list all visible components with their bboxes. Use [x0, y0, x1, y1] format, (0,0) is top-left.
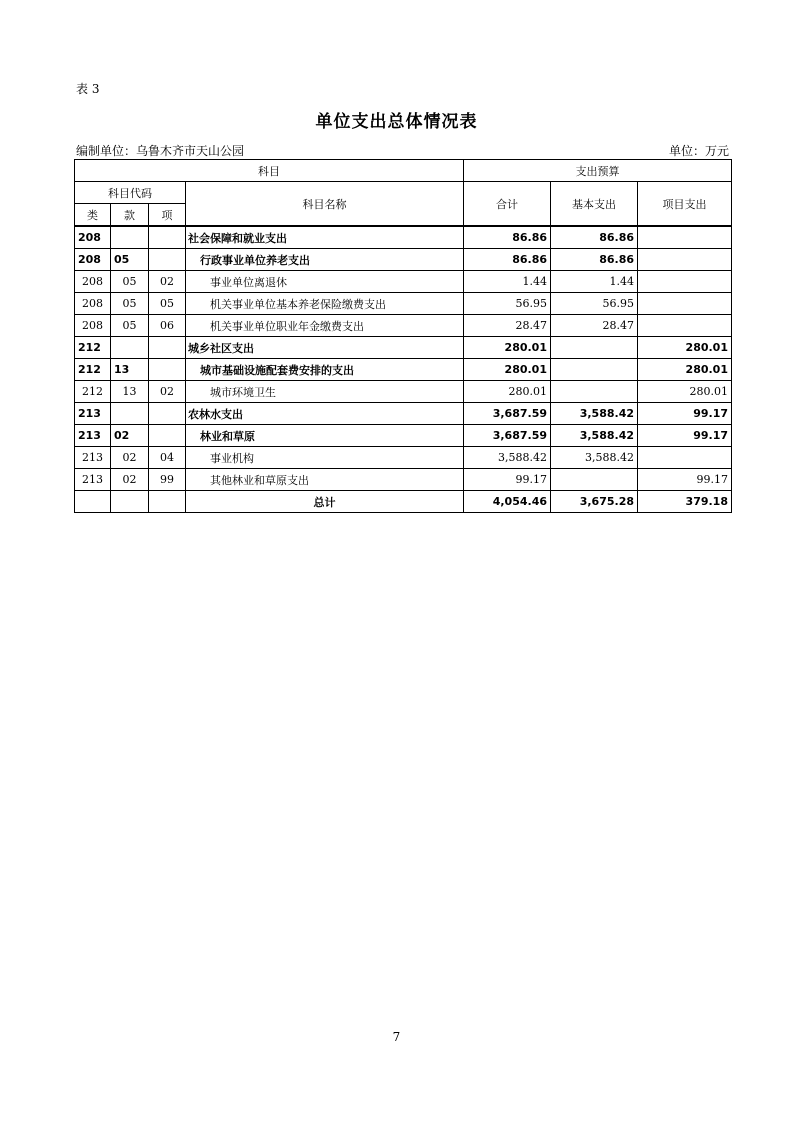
cell-project: 280.01 [638, 337, 732, 359]
table-row [75, 469, 732, 491]
header-project: 项目支出 [638, 182, 732, 227]
cell-name: 事业机构 [186, 447, 464, 469]
organization-label: 编制单位：乌鲁木齐市天山公园 [76, 144, 245, 158]
cell-total: 280.01 [464, 381, 551, 403]
cell-cls: 212 [75, 359, 111, 381]
cell-total: 86.86 [464, 249, 551, 271]
header-xiang: 项 [149, 204, 186, 227]
header-name: 科目名称 [186, 182, 464, 227]
cell-total: 280.01 [464, 337, 551, 359]
cell-name: 林业和草原 [186, 425, 464, 447]
cell-xiang [149, 425, 186, 447]
cell-total: 28.47 [464, 315, 551, 337]
cell-cls: 212 [75, 381, 111, 403]
cell-xiang [149, 337, 186, 359]
header-basic: 基本支出 [551, 182, 638, 227]
cell-xiang: 02 [149, 271, 186, 293]
cell-kuan: 02 [111, 425, 149, 447]
cell-project: 280.01 [638, 359, 732, 381]
cell-total: 3,687.59 [464, 403, 551, 425]
cell-basic: 3,588.42 [551, 447, 638, 469]
cell-total: 56.95 [464, 293, 551, 315]
cell-basic: 56.95 [551, 293, 638, 315]
expenditure-table [74, 159, 732, 513]
cell-kuan: 05 [111, 293, 149, 315]
table-row [75, 381, 732, 403]
cell-basic [551, 337, 638, 359]
cell-total: 280.01 [464, 359, 551, 381]
cell-name: 城市环境卫生 [186, 381, 464, 403]
cell-kuan: 02 [111, 447, 149, 469]
cell-total: 86.86 [464, 226, 551, 249]
cell-cls: 213 [75, 447, 111, 469]
cell-kuan: 05 [111, 315, 149, 337]
cell-project [638, 226, 732, 249]
cell-project [638, 293, 732, 315]
cell-cls: 208 [75, 226, 111, 249]
cell-name: 农林水支出 [186, 403, 464, 425]
cell-name: 机关事业单位职业年金缴费支出 [186, 315, 464, 337]
empty-cell [149, 491, 186, 513]
cell-name: 机关事业单位基本养老保险缴费支出 [186, 293, 464, 315]
cell-xiang [149, 359, 186, 381]
totals-label: 总计 [186, 491, 464, 513]
cell-name: 城市基础设施配套费安排的支出 [186, 359, 464, 381]
cell-name: 其他林业和草原支出 [186, 469, 464, 491]
table-row [75, 293, 732, 315]
cell-basic: 3,588.42 [551, 425, 638, 447]
cell-xiang [149, 403, 186, 425]
cell-cls: 208 [75, 271, 111, 293]
table-row [75, 403, 732, 425]
header-row-1 [75, 160, 732, 182]
cell-xiang: 05 [149, 293, 186, 315]
table-row [75, 226, 732, 249]
totals-basic: 3,675.28 [551, 491, 638, 513]
cell-basic: 3,588.42 [551, 403, 638, 425]
empty-cell [75, 491, 111, 513]
cell-cls: 208 [75, 249, 111, 271]
cell-name: 行政事业单位养老支出 [186, 249, 464, 271]
cell-xiang: 02 [149, 381, 186, 403]
cell-kuan [111, 403, 149, 425]
cell-total: 99.17 [464, 469, 551, 491]
cell-kuan: 05 [111, 249, 149, 271]
header-kuan: 款 [111, 204, 149, 227]
table-row [75, 337, 732, 359]
cell-basic [551, 469, 638, 491]
cell-xiang: 04 [149, 447, 186, 469]
totals-row [75, 491, 732, 513]
page-title: 单位支出总体情况表 [315, 112, 478, 132]
table-row [75, 271, 732, 293]
table-row [75, 359, 732, 381]
table-row [75, 249, 732, 271]
unit-label: 单位：万元 [668, 144, 729, 158]
cell-basic: 28.47 [551, 315, 638, 337]
page-number: 7 [392, 1030, 401, 1044]
cell-kuan: 02 [111, 469, 149, 491]
header-budget: 支出预算 [464, 160, 732, 182]
cell-project [638, 249, 732, 271]
header-total: 合计 [464, 182, 551, 227]
empty-cell [111, 491, 149, 513]
cell-cls: 208 [75, 293, 111, 315]
cell-project: 99.17 [638, 469, 732, 491]
totals-total: 4,054.46 [464, 491, 551, 513]
cell-project [638, 315, 732, 337]
header-row-2 [75, 182, 732, 204]
table-row [75, 425, 732, 447]
cell-total: 3,687.59 [464, 425, 551, 447]
cell-basic [551, 381, 638, 403]
cell-cls: 212 [75, 337, 111, 359]
cell-kuan: 13 [111, 359, 149, 381]
header-class: 类 [75, 204, 111, 227]
cell-total: 1.44 [464, 271, 551, 293]
cell-name: 事业单位离退休 [186, 271, 464, 293]
cell-project [638, 271, 732, 293]
header-subject: 科目 [75, 160, 464, 182]
cell-cls: 208 [75, 315, 111, 337]
cell-kuan [111, 337, 149, 359]
cell-xiang [149, 249, 186, 271]
cell-cls: 213 [75, 469, 111, 491]
cell-cls: 213 [75, 403, 111, 425]
cell-basic: 86.86 [551, 249, 638, 271]
cell-name: 城乡社区支出 [186, 337, 464, 359]
cell-name: 社会保障和就业支出 [186, 226, 464, 249]
table-number: 表 3 [76, 82, 100, 96]
cell-cls: 213 [75, 425, 111, 447]
cell-basic [551, 359, 638, 381]
header-code: 科目代码 [75, 182, 186, 204]
table-row [75, 315, 732, 337]
cell-project: 99.17 [638, 425, 732, 447]
cell-xiang: 06 [149, 315, 186, 337]
table-row [75, 447, 732, 469]
cell-xiang: 99 [149, 469, 186, 491]
cell-basic: 86.86 [551, 226, 638, 249]
cell-total: 3,588.42 [464, 447, 551, 469]
cell-xiang [149, 226, 186, 249]
cell-project [638, 447, 732, 469]
cell-kuan [111, 226, 149, 249]
cell-project: 99.17 [638, 403, 732, 425]
cell-kuan: 05 [111, 271, 149, 293]
cell-basic: 1.44 [551, 271, 638, 293]
cell-kuan: 13 [111, 381, 149, 403]
cell-project: 280.01 [638, 381, 732, 403]
totals-project: 379.18 [638, 491, 732, 513]
